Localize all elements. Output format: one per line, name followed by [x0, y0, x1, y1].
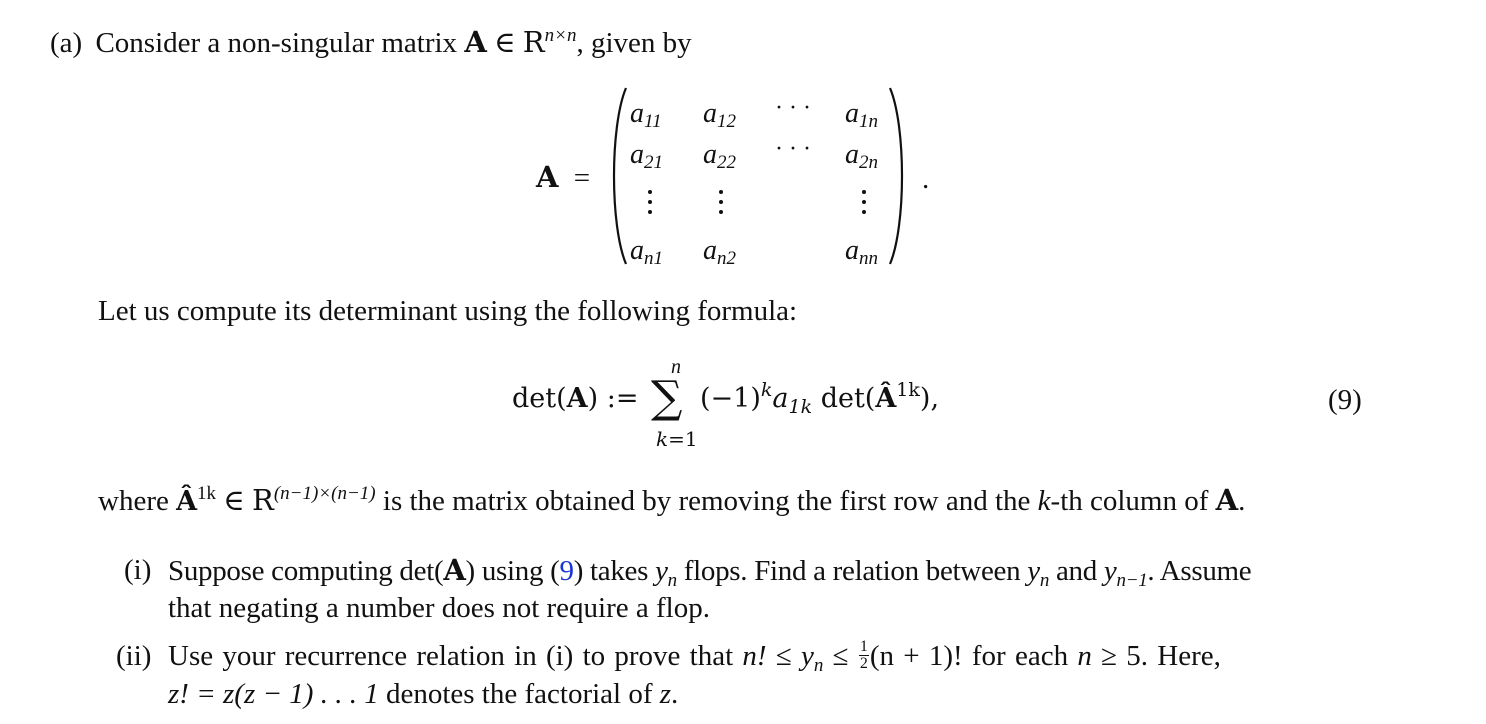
item-i-label: (i) [124, 554, 152, 586]
matrix-lhs [536, 160, 591, 194]
item-ii-nfact: n! [742, 640, 767, 673]
item-i-y: y [655, 555, 668, 587]
frac-num: 1 [859, 638, 868, 655]
item-ii-label: (ii) [116, 640, 152, 672]
a-1k: a [772, 383, 789, 414]
item-i-1d: flops. Find a relation between [683, 555, 1021, 587]
where-hat-a: Â [176, 486, 198, 517]
formula-body [700, 379, 940, 418]
sentence-compute: Let us compute its determinant using the following formula: [98, 295, 798, 327]
matrix-dim: n×n [544, 25, 577, 46]
frac-den: 2 [859, 655, 868, 672]
entry-a12: a12 [703, 98, 736, 132]
where-hat-exp: 1k [197, 483, 217, 504]
given-by: , given by [576, 27, 692, 59]
where-rest2: -th column of [1050, 485, 1209, 517]
neg-one: (−1) [700, 383, 761, 414]
item-i-1e: and [1055, 555, 1097, 587]
part-a-label: (a) [50, 27, 83, 59]
hdots-row1: · · · [775, 95, 811, 121]
hdots-row2: · · · [775, 136, 811, 162]
vdots-coln [862, 190, 868, 220]
entry-a21: a21 [630, 139, 663, 173]
matrix-equals: = [573, 162, 591, 194]
item-i-a: A [443, 553, 466, 587]
item-ii-factorial-def: z! = z(z − 1) . . . 1 [168, 678, 379, 710]
part-a-intro: Consider a non-singular matrix [95, 27, 458, 59]
entry-a22: a22 [703, 139, 736, 173]
hat-a: Â [875, 383, 897, 414]
reals-symbol: R [522, 25, 545, 59]
where-rest1: is the matrix obtained by removing the first row and the [382, 485, 1031, 517]
entry-ann: ann [845, 235, 878, 269]
matrix-symbol: A [464, 25, 487, 59]
item-i-1a: Suppose computing det( [168, 555, 444, 587]
item-ii-1b: (n + 1)! for each [869, 640, 1069, 673]
a-1k-sub: 1k [788, 396, 813, 418]
where-word: where [98, 485, 169, 517]
matrix-lhs-symbol: A [536, 160, 559, 194]
item-ii-2b: denotes the factorial of [385, 678, 653, 710]
item-ii-le1: ≤ [775, 640, 792, 673]
where-in: ∈ [223, 485, 245, 517]
equation-number: (9) [1328, 384, 1362, 416]
sum-bottom: k=1 [656, 427, 698, 451]
sum-sign: ∑ [651, 372, 683, 423]
hat-a-exp: 1k [896, 379, 920, 401]
item-ii-line1: Use your recurrence relation in (i) to prove that n! ≤ $y_n$ ≤ $\frac{1}{2}$ (n + 1)! for each n ≥ 5. Here, [168, 638, 1221, 677]
entry-a1n: a1n [845, 98, 878, 132]
where-a: A [1215, 483, 1239, 517]
item-i-line2: that negating a number does not require a flop. [168, 592, 710, 624]
one-half-fraction [859, 639, 869, 672]
det-open: det( [812, 383, 876, 414]
item-i-1c: ) takes [573, 555, 649, 587]
vdots-col2 [719, 190, 725, 220]
entry-a11: a11 [630, 98, 662, 132]
matrix-period: . [922, 163, 930, 195]
where-period: . [1238, 485, 1246, 517]
item-ii-1c: 5. Here, [1126, 640, 1221, 673]
item-ii-period: . [671, 678, 679, 710]
item-ii-z: z [659, 678, 672, 710]
entry-an1: an1 [630, 235, 663, 269]
where-reals: R [252, 483, 274, 517]
item-i-yn-sub: n [667, 570, 677, 591]
matrix-paren-left [606, 86, 628, 266]
equation-ref-9[interactable]: 9 [559, 555, 574, 587]
part-a-line [50, 25, 692, 59]
item-ii-ge: ≥ [1101, 640, 1117, 673]
in-symbol: ∈ [494, 27, 516, 59]
item-i-line1: Suppose computing det(A) using (9) takes $y_n$ flops. Find a relation between $y_n$ and $y_{n-1}$. Assume [168, 553, 1252, 591]
vdots-col1 [648, 190, 654, 220]
item-ii-line2 [168, 680, 678, 709]
item-i-1b: ) using ( [465, 555, 560, 587]
item-ii-1a: Use your recurrence relation in (i) to prove that [168, 640, 734, 673]
matrix-paren-right [888, 86, 910, 266]
formula-lhs: det(A) := [512, 383, 639, 414]
entry-an2: an2 [703, 235, 736, 269]
where-dims: (n−1)×(n−1) [273, 483, 376, 504]
where-line [98, 483, 1246, 517]
neg-one-exp: k [760, 379, 773, 401]
item-i-1f: . Assume [1147, 555, 1252, 587]
where-k: k [1037, 485, 1051, 517]
item-i-y2-sub: n−1 [1116, 570, 1148, 591]
det-close: ), [919, 383, 940, 414]
item-ii-n: n [1077, 640, 1092, 673]
entry-a2n: a2n [845, 139, 878, 173]
sum-top: n [671, 356, 681, 378]
